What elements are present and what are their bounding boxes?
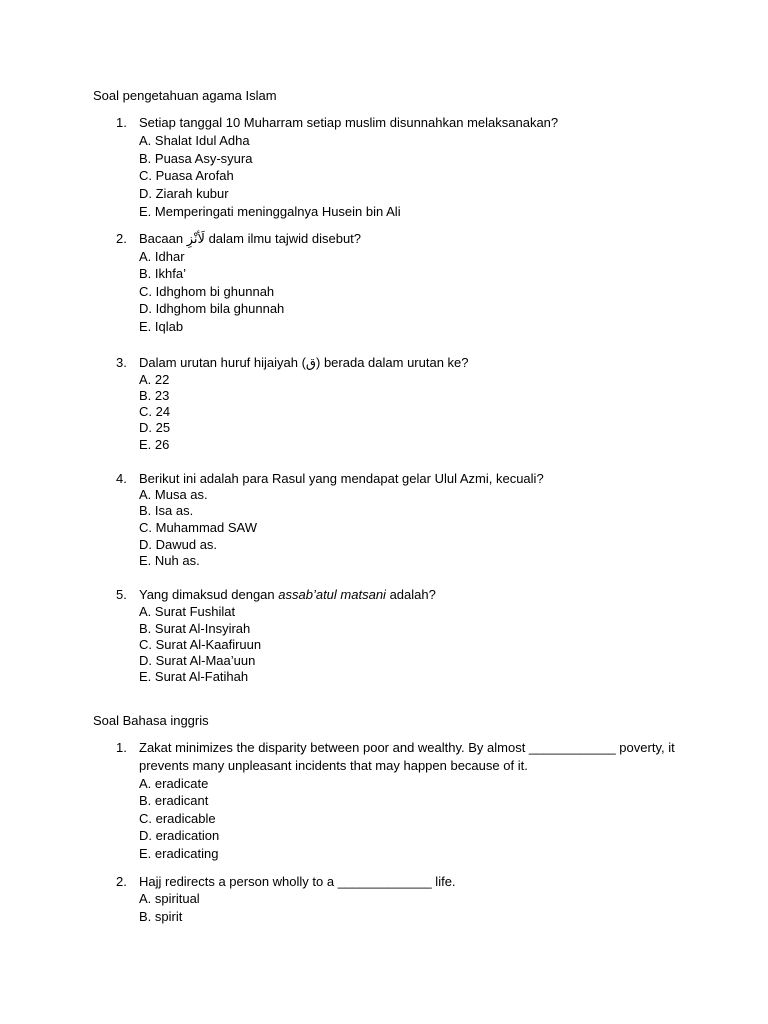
question-text: Zakat minimizes the disparity between poor and wealthy. By almost ____________ poverty, it: [139, 740, 675, 755]
question-text-after: adalah?: [389, 587, 436, 602]
answer-option: A. Shalat Idul Adha: [139, 133, 250, 148]
section-title: Soal Bahasa inggris: [93, 713, 209, 728]
answer-option: B. Surat Al-Insyirah: [139, 621, 251, 636]
question-text: Setiap tanggal 10 Muharram setiap muslim disunnahkan melaksanakan?: [139, 115, 559, 130]
answer-option: E. Nuh as.: [139, 553, 200, 568]
answer-option: B. Isa as.: [139, 503, 194, 518]
question-number: 2.: [116, 874, 127, 889]
section-title: Soal pengetahuan agama Islam: [93, 88, 277, 103]
answer-option: C. Idhghom bi ghunnah: [139, 284, 275, 299]
answer-option: E. Memperingati meninggalnya Husein bin Ali: [139, 204, 401, 219]
answer-option: A. 22: [139, 372, 170, 387]
answer-option: E. eradicating: [139, 846, 219, 861]
answer-option: C. 24: [139, 404, 171, 419]
question-text-before: Yang dimaksud dengan: [139, 587, 275, 602]
answer-option: A. Musa as.: [139, 487, 208, 502]
italic-term: assab’atul matsani: [278, 587, 386, 602]
answer-option: D. Surat Al-Maa’uun: [139, 653, 256, 668]
question-text: Hajj redirects a person wholly to a _____________ life.: [139, 874, 456, 889]
question-number: 4.: [116, 471, 127, 486]
arabic-text: لَأنْزِ: [186, 232, 205, 247]
answer-option: B. eradicant: [139, 793, 209, 808]
answer-option: C. eradicable: [139, 811, 216, 826]
answer-option: D. 25: [139, 420, 171, 435]
answer-option: A. Idhar: [139, 249, 185, 264]
question-text: [139, 231, 361, 248]
answer-option: D. Ziarah kubur: [139, 186, 229, 201]
answer-option: A. Surat Fushilat: [139, 604, 236, 619]
question-number: 1.: [116, 740, 127, 755]
answer-option: B. spirit: [139, 909, 183, 924]
answer-option: B. 23: [139, 388, 170, 403]
answer-option: E. 26: [139, 437, 170, 452]
answer-option: D. Dawud as.: [139, 537, 218, 552]
answer-option: A. eradicate: [139, 776, 209, 791]
question-text: Dalam urutan huruf hijaiyah (ق) berada dalam urutan ke?: [139, 355, 469, 370]
question-number: 3.: [116, 355, 127, 370]
answer-option: E. Surat Al-Fatihah: [139, 669, 249, 684]
answer-option: C. Muhammad SAW: [139, 520, 257, 535]
answer-option: B. Puasa Asy-syura: [139, 151, 253, 166]
question-number: 2.: [116, 231, 127, 246]
answer-option: D. Idhghom bila ghunnah: [139, 301, 285, 316]
answer-option: C. Surat Al-Kaafiruun: [139, 637, 262, 652]
answer-option: D. eradication: [139, 828, 220, 843]
answer-option: B. Ikhfa’: [139, 266, 186, 281]
question-text: Berikut ini adalah para Rasul yang mendapat gelar Ulul Azmi, kecuali?: [139, 471, 544, 486]
answer-option: E. Iqlab: [139, 319, 184, 334]
answer-option: C. Puasa Arofah: [139, 168, 234, 183]
question-text-after: dalam ilmu tajwid disebut?: [208, 231, 362, 246]
question-text: [139, 587, 436, 603]
question-text-continued: prevents many unpleasant incidents that may happen because of it.: [139, 758, 528, 773]
question-text-before: Bacaan: [139, 231, 184, 246]
answer-option: A. spiritual: [139, 891, 200, 906]
question-number: 1.: [116, 115, 127, 130]
question-number: 5.: [116, 587, 127, 602]
